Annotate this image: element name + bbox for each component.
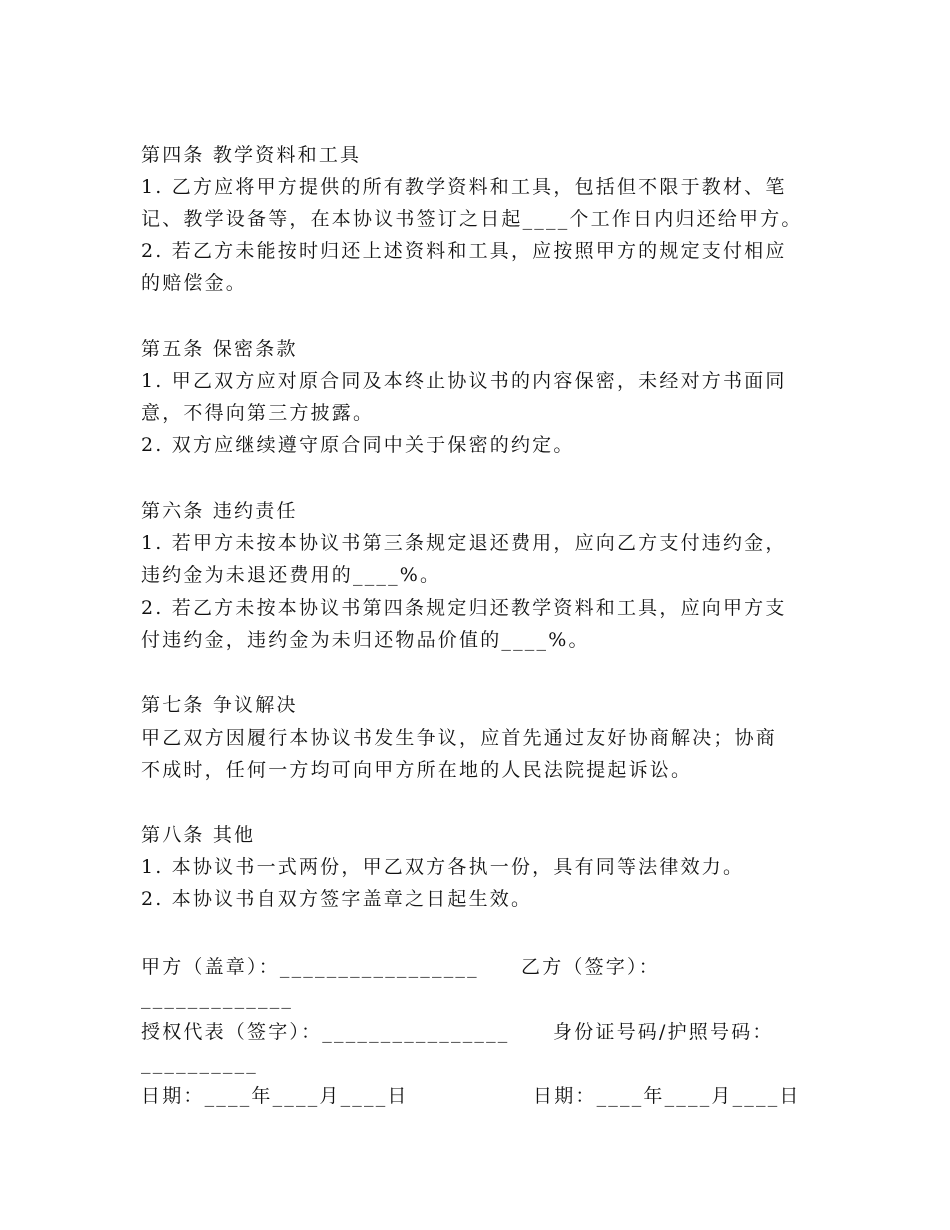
article-6-line-4: 付违约金，违约金为未归还物品价值的____%。	[141, 629, 590, 651]
party-b-signature: 乙方（签字）：	[521, 956, 660, 978]
article-4-line-2: 记、教学设备等，在本协议书签订之日起____个工作日内归还给甲方。	[141, 208, 803, 230]
article-8-line-1: 1. 本协议书一式两份，甲乙双方各执一份，具有同等法律效力。	[141, 856, 745, 878]
id-number-label: 身份证号码/护照号码：	[553, 1021, 774, 1043]
article-5-title: 第五条 保密条款	[141, 338, 298, 360]
party-b-date: 日期：____年____月____日	[533, 1085, 801, 1107]
party-b-signature-line: _____________	[141, 987, 294, 1009]
article-7-title: 第七条 争议解决	[141, 694, 298, 716]
article-5-line-2: 意，不得向第三方披露。	[141, 402, 375, 424]
article-4-line-1: 1. 乙方应将甲方提供的所有教学资料和工具，包括但不限于教材、笔	[141, 176, 787, 198]
article-7-line-1: 甲乙双方因履行本协议书发生争议，应首先通过友好协商解决；协商	[141, 727, 778, 749]
article-6-title: 第六条 违约责任	[141, 500, 298, 522]
article-4-title: 第四条 教学资料和工具	[141, 144, 362, 166]
id-number-line: __________	[141, 1052, 258, 1074]
article-8-title: 第八条 其他	[141, 824, 256, 846]
article-6-line-2: 违约金为未退还费用的____%。	[141, 564, 442, 586]
party-a-seal: 甲方（盖章）：_________________	[141, 956, 479, 978]
article-4-line-4: 的赔偿金。	[141, 272, 248, 294]
article-5-line-3: 2. 双方应继续遵守原合同中关于保密的约定。	[141, 434, 575, 456]
article-6-line-3: 2. 若乙方未按本协议书第四条规定归还教学资料和工具，应向甲方支	[141, 597, 787, 619]
party-a-date: 日期：____年____月____日	[141, 1085, 409, 1107]
article-6-line-1: 1. 若甲方未按本协议书第三条规定退还费用，应向乙方支付违约金，	[141, 532, 787, 554]
article-7-line-2: 不成时，任何一方均可向甲方所在地的人民法院提起诉讼。	[141, 759, 693, 781]
authorized-rep-signature: 授权代表（签字）：________________	[141, 1021, 510, 1043]
article-4-line-3: 2. 若乙方未能按时归还上述资料和工具，应按照甲方的规定支付相应	[141, 240, 787, 262]
article-5-line-1: 1. 甲乙双方应对原合同及本终止协议书的内容保密，未经对方书面同	[141, 370, 787, 392]
article-8-line-2: 2. 本协议书自双方签字盖章之日起生效。	[141, 888, 533, 910]
